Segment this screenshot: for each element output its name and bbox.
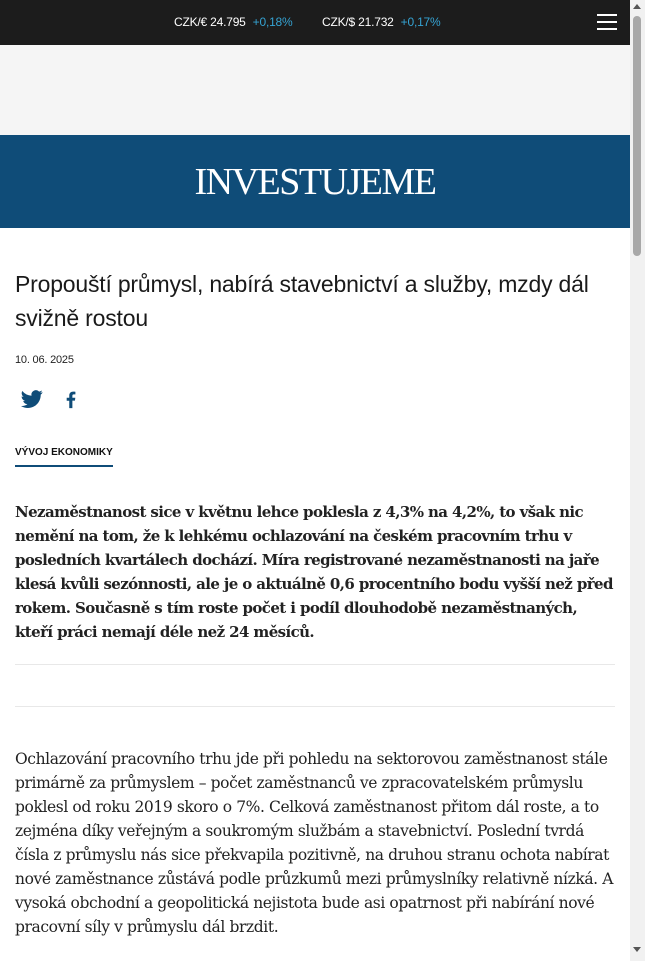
facebook-icon[interactable] — [60, 388, 82, 410]
ticker-item-eur[interactable] — [174, 15, 293, 29]
ticker-item-usd[interactable] — [322, 15, 441, 29]
ticker-eur-change: +0,18% — [252, 15, 293, 29]
site-logo[interactable]: INVESTUJEME — [194, 161, 436, 203]
article-body-paragraph: Ochlazování pracovního trhu jde při pohledu na sektorovou zaměstnanost stále primárně za průmyslem – počet zaměstnanců ve zpracovatelském průmyslu poklesl od roku 2019 skoro o 7%. Celková zaměstnanost přitom dál roste, a to zejména díky veřejným a soukromým službám a stavebnictví. Poslední tvrdá čísla z průmyslu nás sice překvapila pozitivně, na druhou stranu ochota nabírat nové zaměstnance zůstává podle průzkumů mezi průmyslníky relativně nízká. A vysoká obchodní a geopolitická nejistota bude asi opatrnost při nabírání nové pracovní síly v průmyslu dál brzdit. — [15, 750, 614, 936]
article-title: Propouští průmysl, nabírá stavebnictví a služby, mzdy dál svižně rostou — [15, 271, 589, 331]
category-link[interactable]: VÝVOJ EKONOMIKY — [15, 447, 113, 467]
ticker-eur-rate: CZK/€ 24.795 — [174, 15, 246, 29]
scroll-down-arrow-icon[interactable] — [633, 947, 641, 952]
scrollbar-thumb[interactable] — [633, 16, 641, 256]
article-lead: Nezaměstnanost sice v květnu lehce poklesla z 4,3% na 4,2%, to však nic nemění na tom, že k lehkému ochlazování na českém pracovním trhu v posledních kvartálech dochází. Míra registrované nezaměstnanosti na jaře klesá kvůli sezónnosti, ale je o aktuálně 0,6 procentního bodu vyšší než před rokem. Současně s tím roste počet i podíl dlouhodobě nezaměstnaných, kteří práci nemají déle než 24 měsíců. — [15, 503, 613, 641]
currency-ticker-bar — [0, 0, 630, 45]
twitter-icon[interactable] — [21, 388, 43, 410]
hamburger-menu-icon[interactable] — [597, 14, 617, 31]
ticker-usd-change: +0,17% — [400, 15, 441, 29]
divider — [15, 664, 615, 665]
divider — [15, 706, 615, 707]
ad-placeholder — [0, 45, 630, 135]
scroll-up-arrow-icon[interactable] — [633, 4, 641, 9]
article-date: 10. 06. 2025 — [15, 354, 74, 366]
vertical-scrollbar[interactable] — [630, 0, 645, 961]
ticker-usd-rate: CZK/$ 21.732 — [322, 15, 394, 29]
